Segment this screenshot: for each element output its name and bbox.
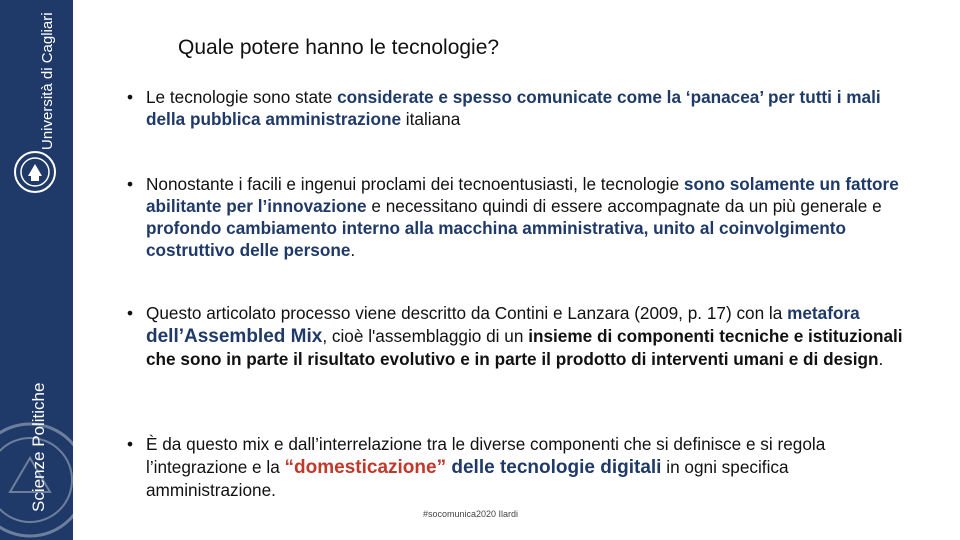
- text-run: Questo articolato processo viene descritto da Contini e Lanzara (2009, p. 17) con la: [146, 303, 788, 323]
- highlight-text: dell’Assembled Mix: [146, 326, 323, 347]
- text-run: Le tecnologie sono state: [146, 87, 338, 107]
- text-run: italiana: [401, 109, 461, 129]
- bullet-marker: •: [127, 174, 134, 194]
- university-logo-text: [0, 0, 73, 170]
- highlight-text: insieme di componenti tecniche e istituzionali che sono in parte il risultato evolutivo e in parte il prodotto di interventi umani e di design: [146, 326, 903, 369]
- highlight-text: profondo cambiamento interno alla macchina amministrativa, unito al coinvolgimento costruttivo delle persone: [146, 218, 847, 260]
- text-run: Nonostante i facili e ingenui proclami dei tecnoentusiasti, le tecnologie: [146, 174, 684, 194]
- text-run: , cioè l'assemblaggio di un: [322, 326, 529, 346]
- bullet-marker: •: [127, 434, 134, 454]
- bullet-text: [146, 433, 921, 502]
- text-run: e necessitano quindi di essere accompagnate da un più generale e: [366, 196, 882, 216]
- highlight-text: sono solamente un: [683, 174, 846, 194]
- slide-title: Quale potere hanno le tecnologie?: [178, 36, 500, 59]
- university-seal-icon: [13, 150, 57, 194]
- highlight-text: delle tecnologie digitali: [446, 457, 662, 478]
- highlight-text: fattore abilitante per l’innovazione: [146, 174, 899, 216]
- sidebar: [0, 0, 73, 540]
- bullet-marker: •: [127, 303, 134, 323]
- highlight-text: considerate e spesso comunicate come la ‘panacea’ per tutti i mali della pubblica amministrazione: [146, 87, 881, 129]
- bullet-text: [146, 86, 921, 130]
- text-run: È da questo mix e dall’interrelazione tra le diverse componenti che si definisce e si regola l’integrazione e la: [146, 434, 826, 477]
- bullet-marker: •: [127, 87, 134, 107]
- footer-hashtag: #socomunica2020 Ilardi: [423, 509, 519, 519]
- highlight-text: metafora: [787, 303, 860, 323]
- text-run: .: [350, 240, 356, 260]
- department-name: Scienze Politiche: [29, 382, 48, 512]
- watermark-seal-icon: [0, 420, 73, 540]
- bullet-text: [146, 302, 921, 371]
- text-run: .: [878, 349, 884, 369]
- highlight-text: “domesticazione”: [284, 457, 447, 478]
- university-name: Università di Cagliari: [39, 12, 56, 150]
- bullet-text: [146, 173, 921, 261]
- text-run: in ogni specifica amministrazione.: [146, 457, 789, 500]
